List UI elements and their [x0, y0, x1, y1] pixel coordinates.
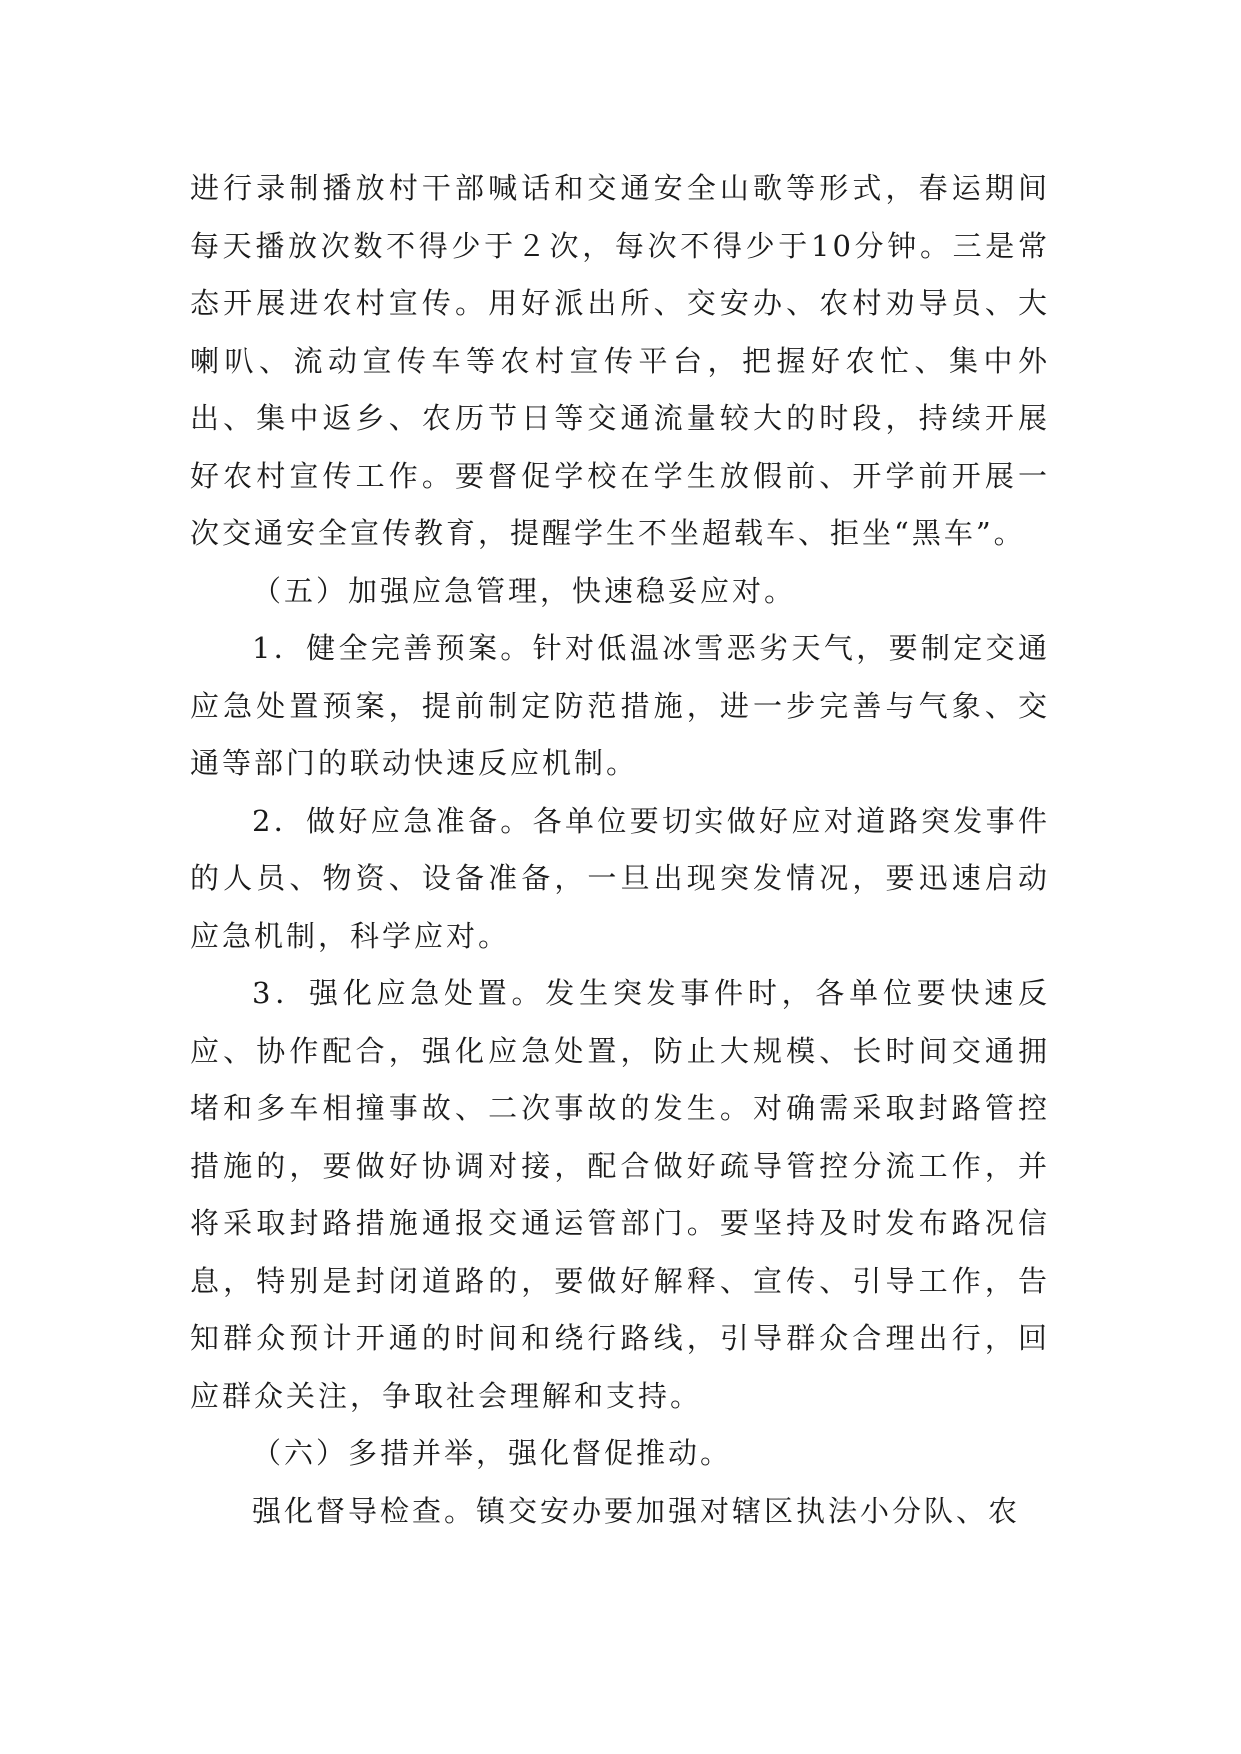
paragraph-supervision: 强化督导检查。镇交安办要加强对辖区执法小分队、农 [252, 1493, 1021, 1528]
paragraph-item-3: 3．强化应急处置。发生突发事件时，各单位要快速反应、协作配合，强化应急处置，防止大规模、长时间交通拥堵和多车相撞事故、二次事故的发生。对确需采取封路管控措施的，要做好协调对接，配合做好疏导管控分流工作，并将采取封路措施通报交通运管部门。要坚持及时发布路况信息，特别是封闭道路的，要做好解释、宣传、引导工作，告知群众预计开通的时间和绕行路线，引导群众合理出行，回应群众关注，争取社会理解和支持。 [190, 976, 1050, 1413]
document-body [190, 160, 1050, 1540]
paragraph-item-1: 1．健全完善预案。针对低温冰雪恶劣天气，要制定交通应急处置预案，提前制定防范措施，进一步完善与气象、交通等部门的联动快速反应机制。 [190, 631, 1050, 780]
section-heading-five: （五）加强应急管理，快速稳妥应对。 [252, 573, 797, 608]
paragraph-continuation: 进行录制播放村干部喊话和交通安全山歌等形式，春运期间每天播放次数不得少于２次，每次不得少于10分钟。三是常态开展进农村宣传。用好派出所、交安办、农村劝导员、大喇叭、流动宣传车等农村宣传平台，把握好农忙、集中外出、集中返乡、农历节日等交通流量较大的时段，持续开展好农村宣传工作。要督促学校在学生放假前、开学前开展一次交通安全宣传教育，提醒学生不坐超载车、拒坐“黑车”。 [190, 171, 1050, 550]
section-heading-six: （六）多措并举，强化督促推动。 [252, 1436, 733, 1470]
paragraph-item-2: 2．做好应急准备。各单位要切实做好应对道路突发事件的人员、物资、设备准备，一旦出现突发情况，要迅速启动应急机制，科学应对。 [190, 803, 1050, 953]
